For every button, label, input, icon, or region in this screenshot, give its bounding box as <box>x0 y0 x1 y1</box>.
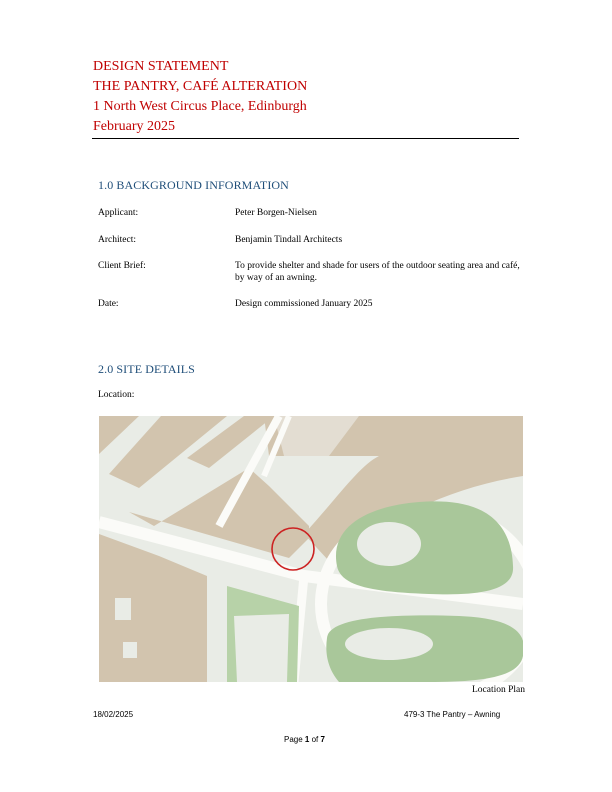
page-total: 7 <box>320 735 325 744</box>
title-project-name: THE PANTRY, CAFÉ ALTERATION <box>93 79 308 94</box>
section-heading-site-details: 2.0 SITE DETAILS <box>98 362 195 376</box>
map-caption: Location Plan <box>471 685 525 695</box>
page-prefix: Page <box>284 735 303 744</box>
footer-date: 18/02/2025 <box>93 710 134 719</box>
applicant-value: Peter Borgen-Nielsen <box>235 208 317 218</box>
applicant-label: Applicant: <box>98 208 139 218</box>
location-map-graphic <box>99 416 523 682</box>
map-courtyard <box>115 598 131 620</box>
architect-label: Architect: <box>98 235 136 245</box>
title-design-statement: DESIGN STATEMENT <box>93 59 229 74</box>
architect-value: Benjamin Tindall Architects <box>235 235 343 245</box>
client-brief-value: To provide shelter and shade for users of the outdoor seating area and café, by way of an awning. <box>235 261 520 283</box>
map-park-lawn <box>357 522 421 566</box>
title-divider <box>92 138 519 139</box>
map-park-lawn <box>234 614 289 682</box>
page-of: of <box>311 735 319 744</box>
location-map <box>99 416 523 682</box>
page-number <box>284 735 325 744</box>
page-current: 1 <box>304 735 310 744</box>
client-brief-label: Client Brief: <box>98 261 146 271</box>
section-heading-background: 1.0 BACKGROUND INFORMATION <box>98 178 289 192</box>
title-address: 1 North West Circus Place, Edinburgh <box>93 99 307 114</box>
location-label: Location: <box>98 390 135 400</box>
title-date: February 2025 <box>93 119 176 134</box>
map-park-lawn <box>345 628 433 660</box>
footer-reference: 479-3 The Pantry – Awning <box>404 710 501 719</box>
map-courtyard <box>123 642 137 658</box>
date-value: Design commissioned January 2025 <box>235 299 373 309</box>
date-label: Date: <box>98 299 119 309</box>
